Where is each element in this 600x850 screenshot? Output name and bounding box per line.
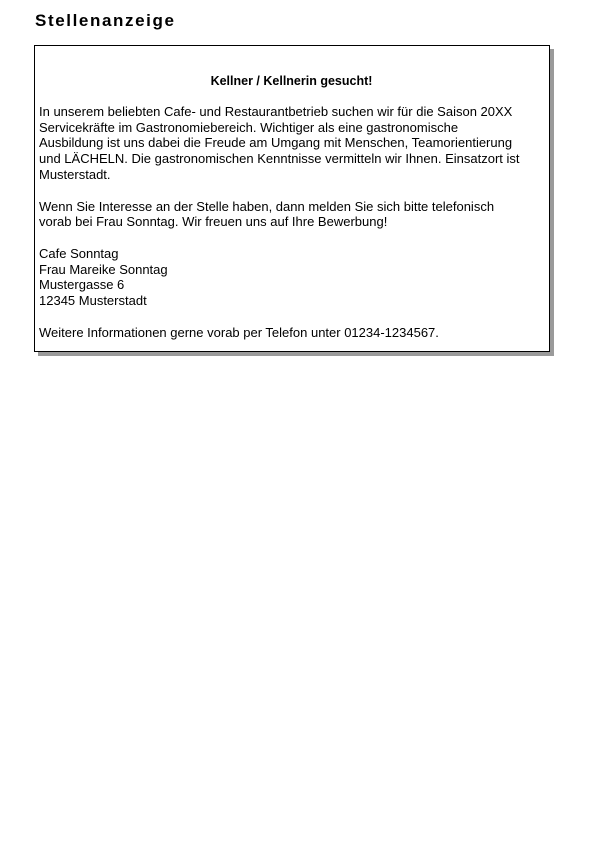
- address-company: Cafe Sonntag: [39, 245, 119, 261]
- address-contact: Frau Mareike Sonntag: [39, 261, 168, 277]
- job-ad-title: Kellner / Kellnerin gesucht!: [210, 74, 373, 88]
- contact-footer: Weitere Informationen gerne vorab per Telefon unter 01234-1234567.: [39, 324, 439, 340]
- paragraph-spacer: [39, 183, 544, 199]
- address-street: Mustergasse 6: [39, 277, 125, 293]
- page-title: Stellenanzeige: [35, 11, 176, 30]
- address-city: 12345 Musterstadt: [39, 293, 147, 309]
- text-line: und LÄCHELN. Die gastronomischen Kenntnisse vermitteln wir Ihnen. Einsatzort ist: [39, 151, 520, 167]
- text-line: vorab bei Frau Sonntag. Wir freuen uns auf Ihre Bewerbung!: [39, 214, 388, 230]
- job-ad-content: [39, 46, 544, 340]
- text-line: Musterstadt.: [39, 166, 111, 182]
- job-ad-box: [34, 45, 550, 352]
- paragraph-spacer: [39, 309, 544, 325]
- job-description-paragraph: [39, 104, 544, 340]
- text-line: Servicekräfte im Gastronomiebereich. Wichtiger als eine gastronomische: [39, 119, 459, 135]
- text-line: Wenn Sie Interesse an der Stelle haben, dann melden Sie sich bitte telefonisch: [39, 198, 495, 214]
- text-line: Ausbildung ist uns dabei die Freude am Umgang mit Menschen, Teamorientierung: [39, 135, 513, 151]
- text-line: In unserem beliebten Cafe- und Restaurantbetrieb suchen wir für die Saison 20XX: [39, 104, 513, 119]
- paragraph-spacer: [39, 230, 544, 246]
